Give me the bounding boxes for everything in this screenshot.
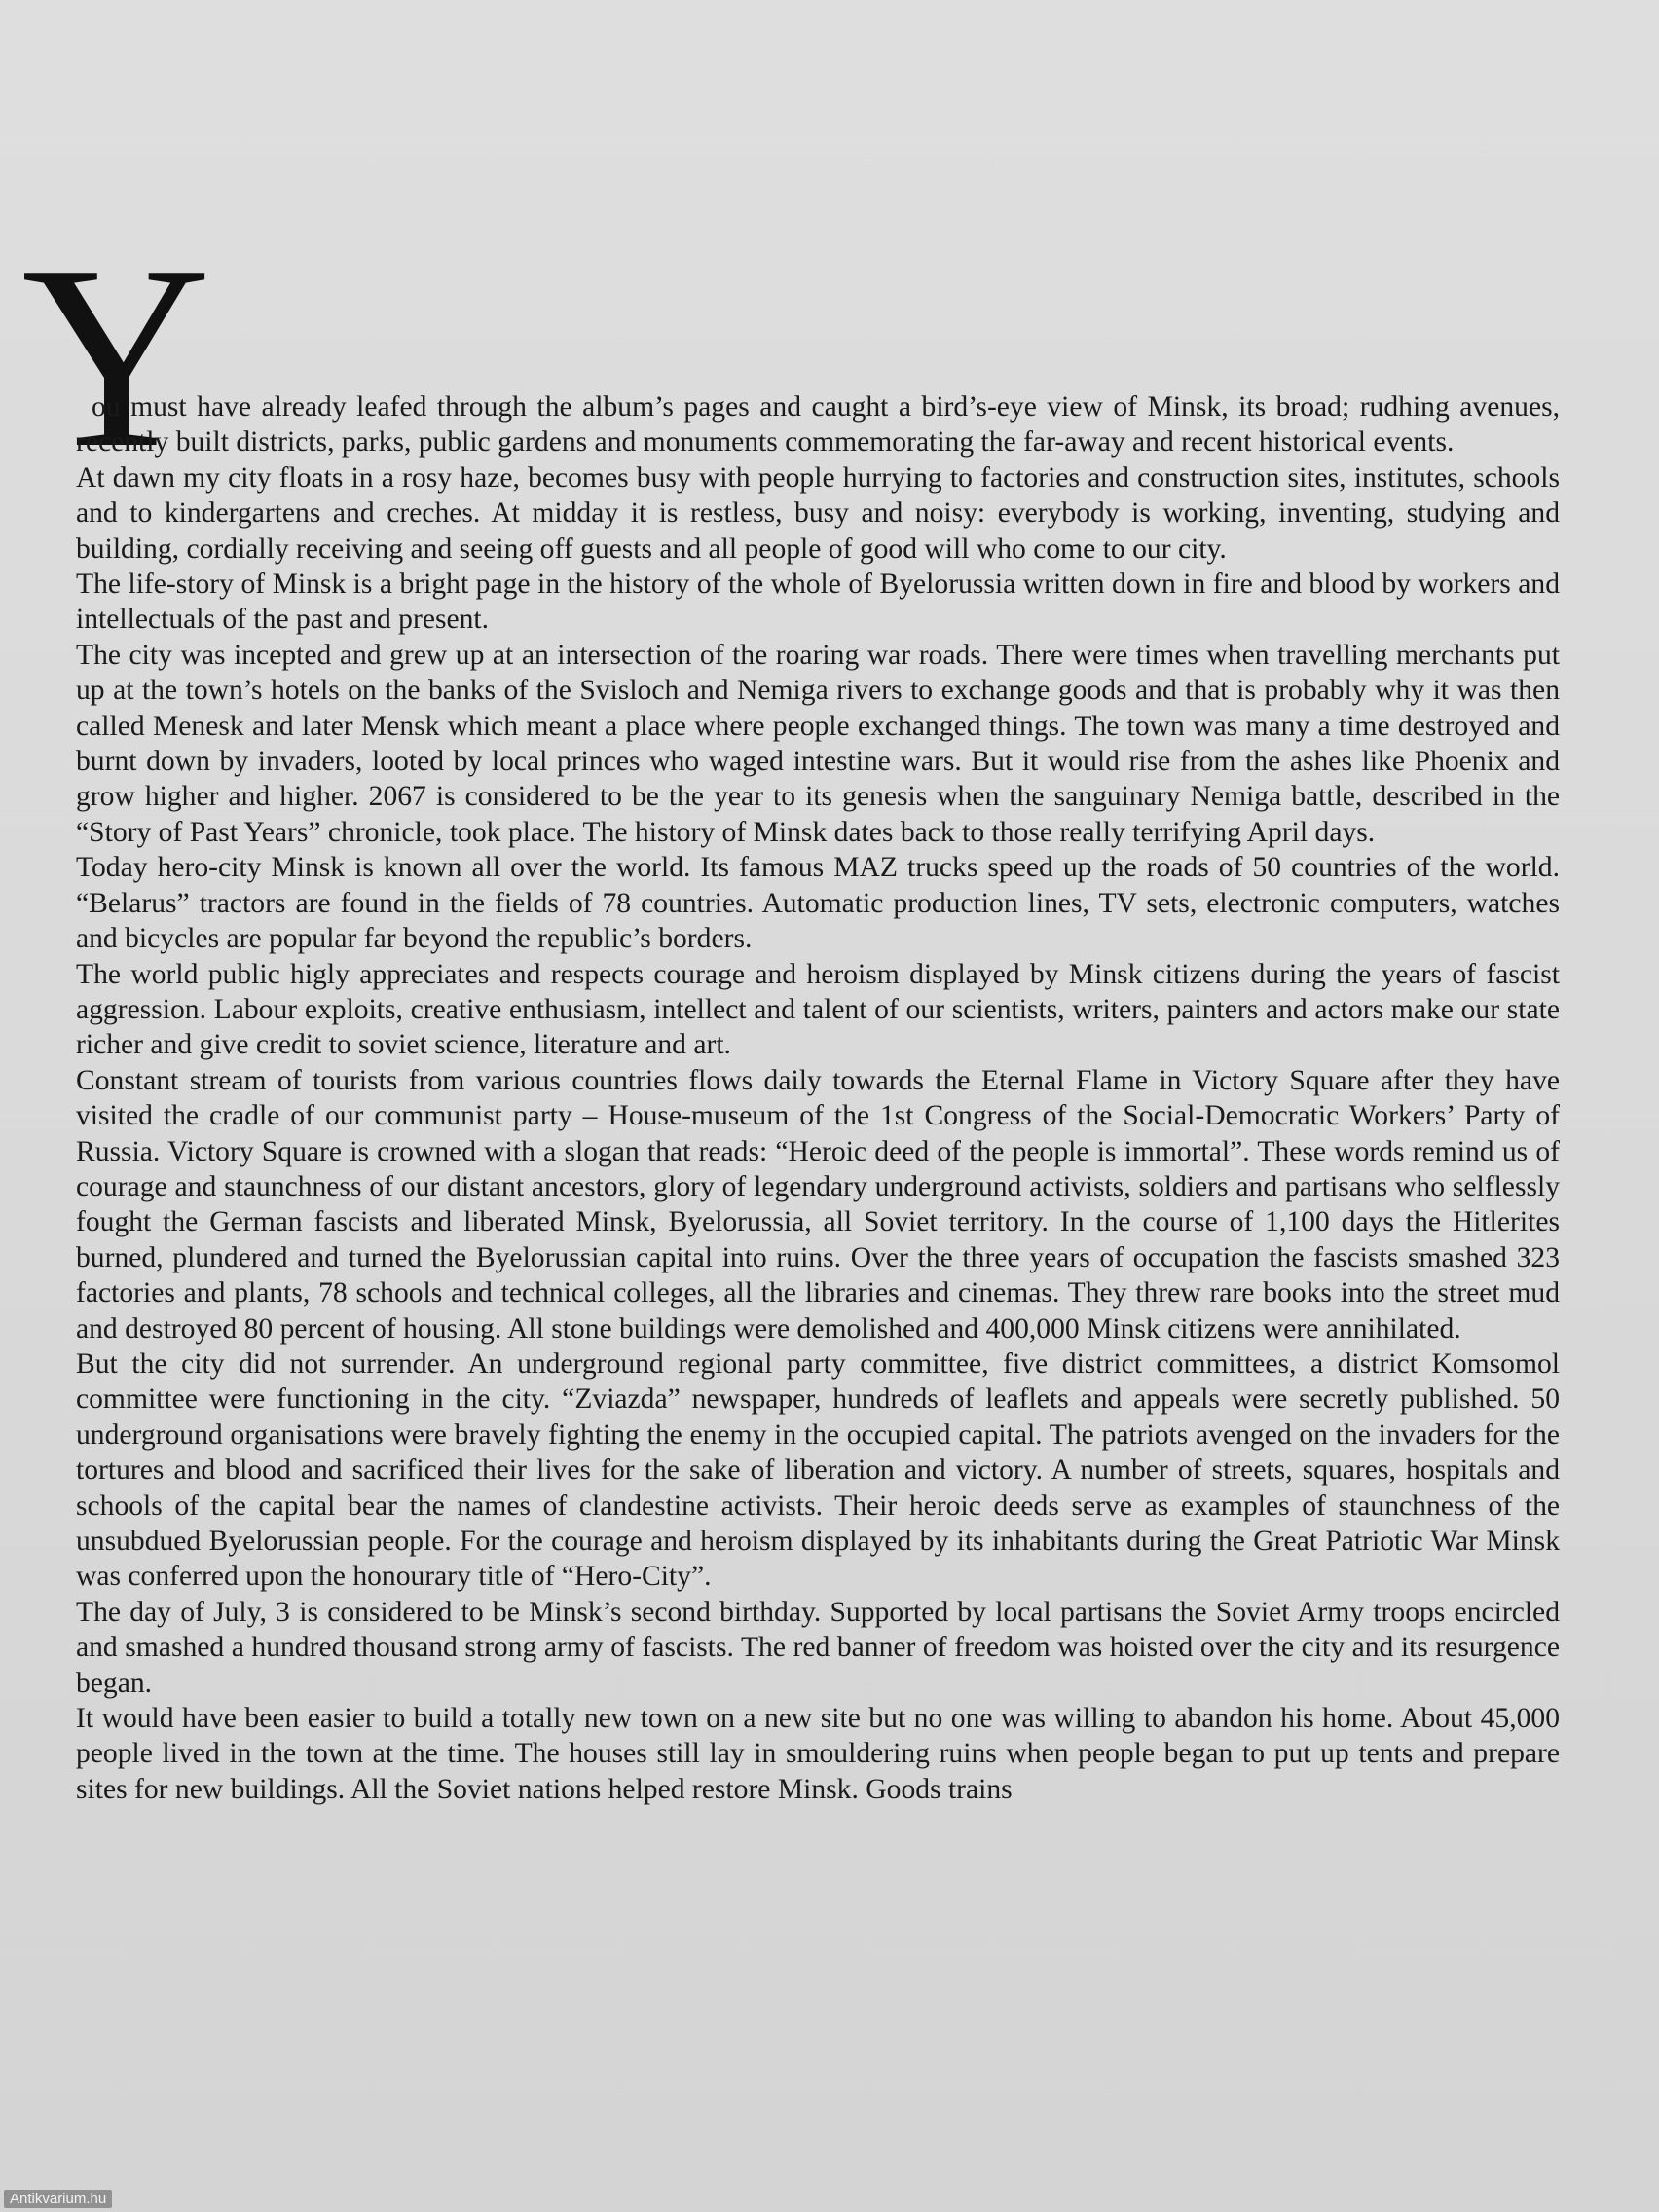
watermark-label: Antikvarium.hu (4, 2190, 112, 2208)
paragraph-life-story: The life-story of Minsk is a bright page in the history of the whole of Byelorussia written down in fire and blood by workers and intellectuals of the past and present. (76, 569, 1560, 636)
article-body (76, 389, 1560, 1807)
paragraph-history: The city was incepted and grew up at an intersection of the roaring war roads. There were times when travelling merchants put up at the town’s hotels on the banks of the Svisloch and Nemiga rivers to exchange goods and that is probably why it was then called Menesk and later Mensk which meant a place where people exchanged things. The town was many a time destroyed and burnt down by invaders, looted by local princes who waged intestine wars. But it would rise from the ashes like Phoenix and grow higher and higher. 2067 is considered to be the year to its genesis when the sanguinary Nemiga battle, described in the “Story of Past Years” chronicle, took place. The history of Minsk dates back to those really terrifying April days. (76, 639, 1560, 848)
paragraph-dawn: At dawn my city floats in a rosy haze, becomes busy with people hurrying to factories and construction sites, institutes, schools and to kindergartens and creches. At midday it is restless, busy and noisy: everybody is working, inventing, studying and building, cordially receiving and seeing off guests and all people of good will who come to our city. (76, 461, 1560, 565)
drop-cap-letter: Y (21, 211, 211, 502)
paragraph-underground: But the city did not surrender. An underground regional party committee, five district committees, a district Komsomol committee were functioning in the city. “Zviazda” newspaper, hundreds of leaflets and appeals were secretly published. 50 underground organisations were bravely fighting the enemy in the occupied capital. The patriots avenged on the invaders for the tortures and blood and sacrificed their lives for the sake of liberation and victory. A number of streets, squares, hospitals and schools of the capital bear the names of clandestine activists. Their heroic deeds serve as examples of staunchness of the unsubdued Byelorussian people. For the courage and heroism displayed by its inhabitants during the Great Patriotic War Minsk was conferred upon the honourary title of “Hero-City”. (76, 1347, 1560, 1593)
paragraph-victory-square: Constant stream of tourists from various countries flows daily towards the Eternal Flame in Victory Square after they have visited the cradle of our communist party – House-museum of the 1st Congress of the Social-Democratic Workers’ Party of Russia. Victory Square is crowned with a slogan that reads: “Heroic deed of the people is immortal”. These words remind us of courage and staunchness of our distant ancestors, glory of legendary underground activists, soldiers and partisans who selflessly fought the German fascists and liberated Minsk, Byelorussia, all Soviet territory. In the course of 1,100 days the Hitlerites burned, plundered and turned the Byelorussian capital into ruins. Over the three years of occupation the fascists smashed 323 factories and plants, 78 schools and technical colleges, all the libraries and cinemas. They threw rare books into the street mud and destroyed 80 percent of housing. All stone buildings were demolished and 400,000 Minsk citizens were annihilated. (76, 1064, 1560, 1345)
paragraph-july-3: The day of July, 3 is considered to be Minsk’s second birthday. Supported by local partisans the Soviet Army troops encircled and smashed a hundred thousand strong army of fascists. The red banner of freedom was hoisted over the city and its resurgence began. (76, 1596, 1560, 1699)
paragraph-world-public: The world public higly appreciates and respects courage and heroism displayed by Minsk citizens during the years of fascist aggression. Labour exploits, creative enthusiasm, intellect and talent of our scientists, writers, painters and actors make our state richer and give credit to soviet science, literature and art. (76, 958, 1560, 1061)
paragraph-intro: ou must have already leafed through the album’s pages and caught a bird’s-eye view of Minsk, its broad; rudhing avenues, recently built districts, parks, public gardens and monuments commemorating the far-away and recent historical events. (76, 391, 1560, 459)
paragraph-rebuilding: It would have been easier to build a totally new town on a new site but no one was willing to abandon his home. About 45,000 people lived in the town at the time. The houses still lay in smouldering ruins when people began to put up tents and prepare sites for new buildings. All the Soviet nations helped restore Minsk. Goods trains (76, 1703, 1560, 1805)
paragraph-today: Today hero-city Minsk is known all over the world. Its famous MAZ trucks speed up the roads of 50 countries of the world. “Belarus” tractors are found in the fields of 78 countries. Automatic production lines, TV sets, electronic computers, watches and bicycles are popular far beyond the republic’s borders. (76, 852, 1560, 955)
